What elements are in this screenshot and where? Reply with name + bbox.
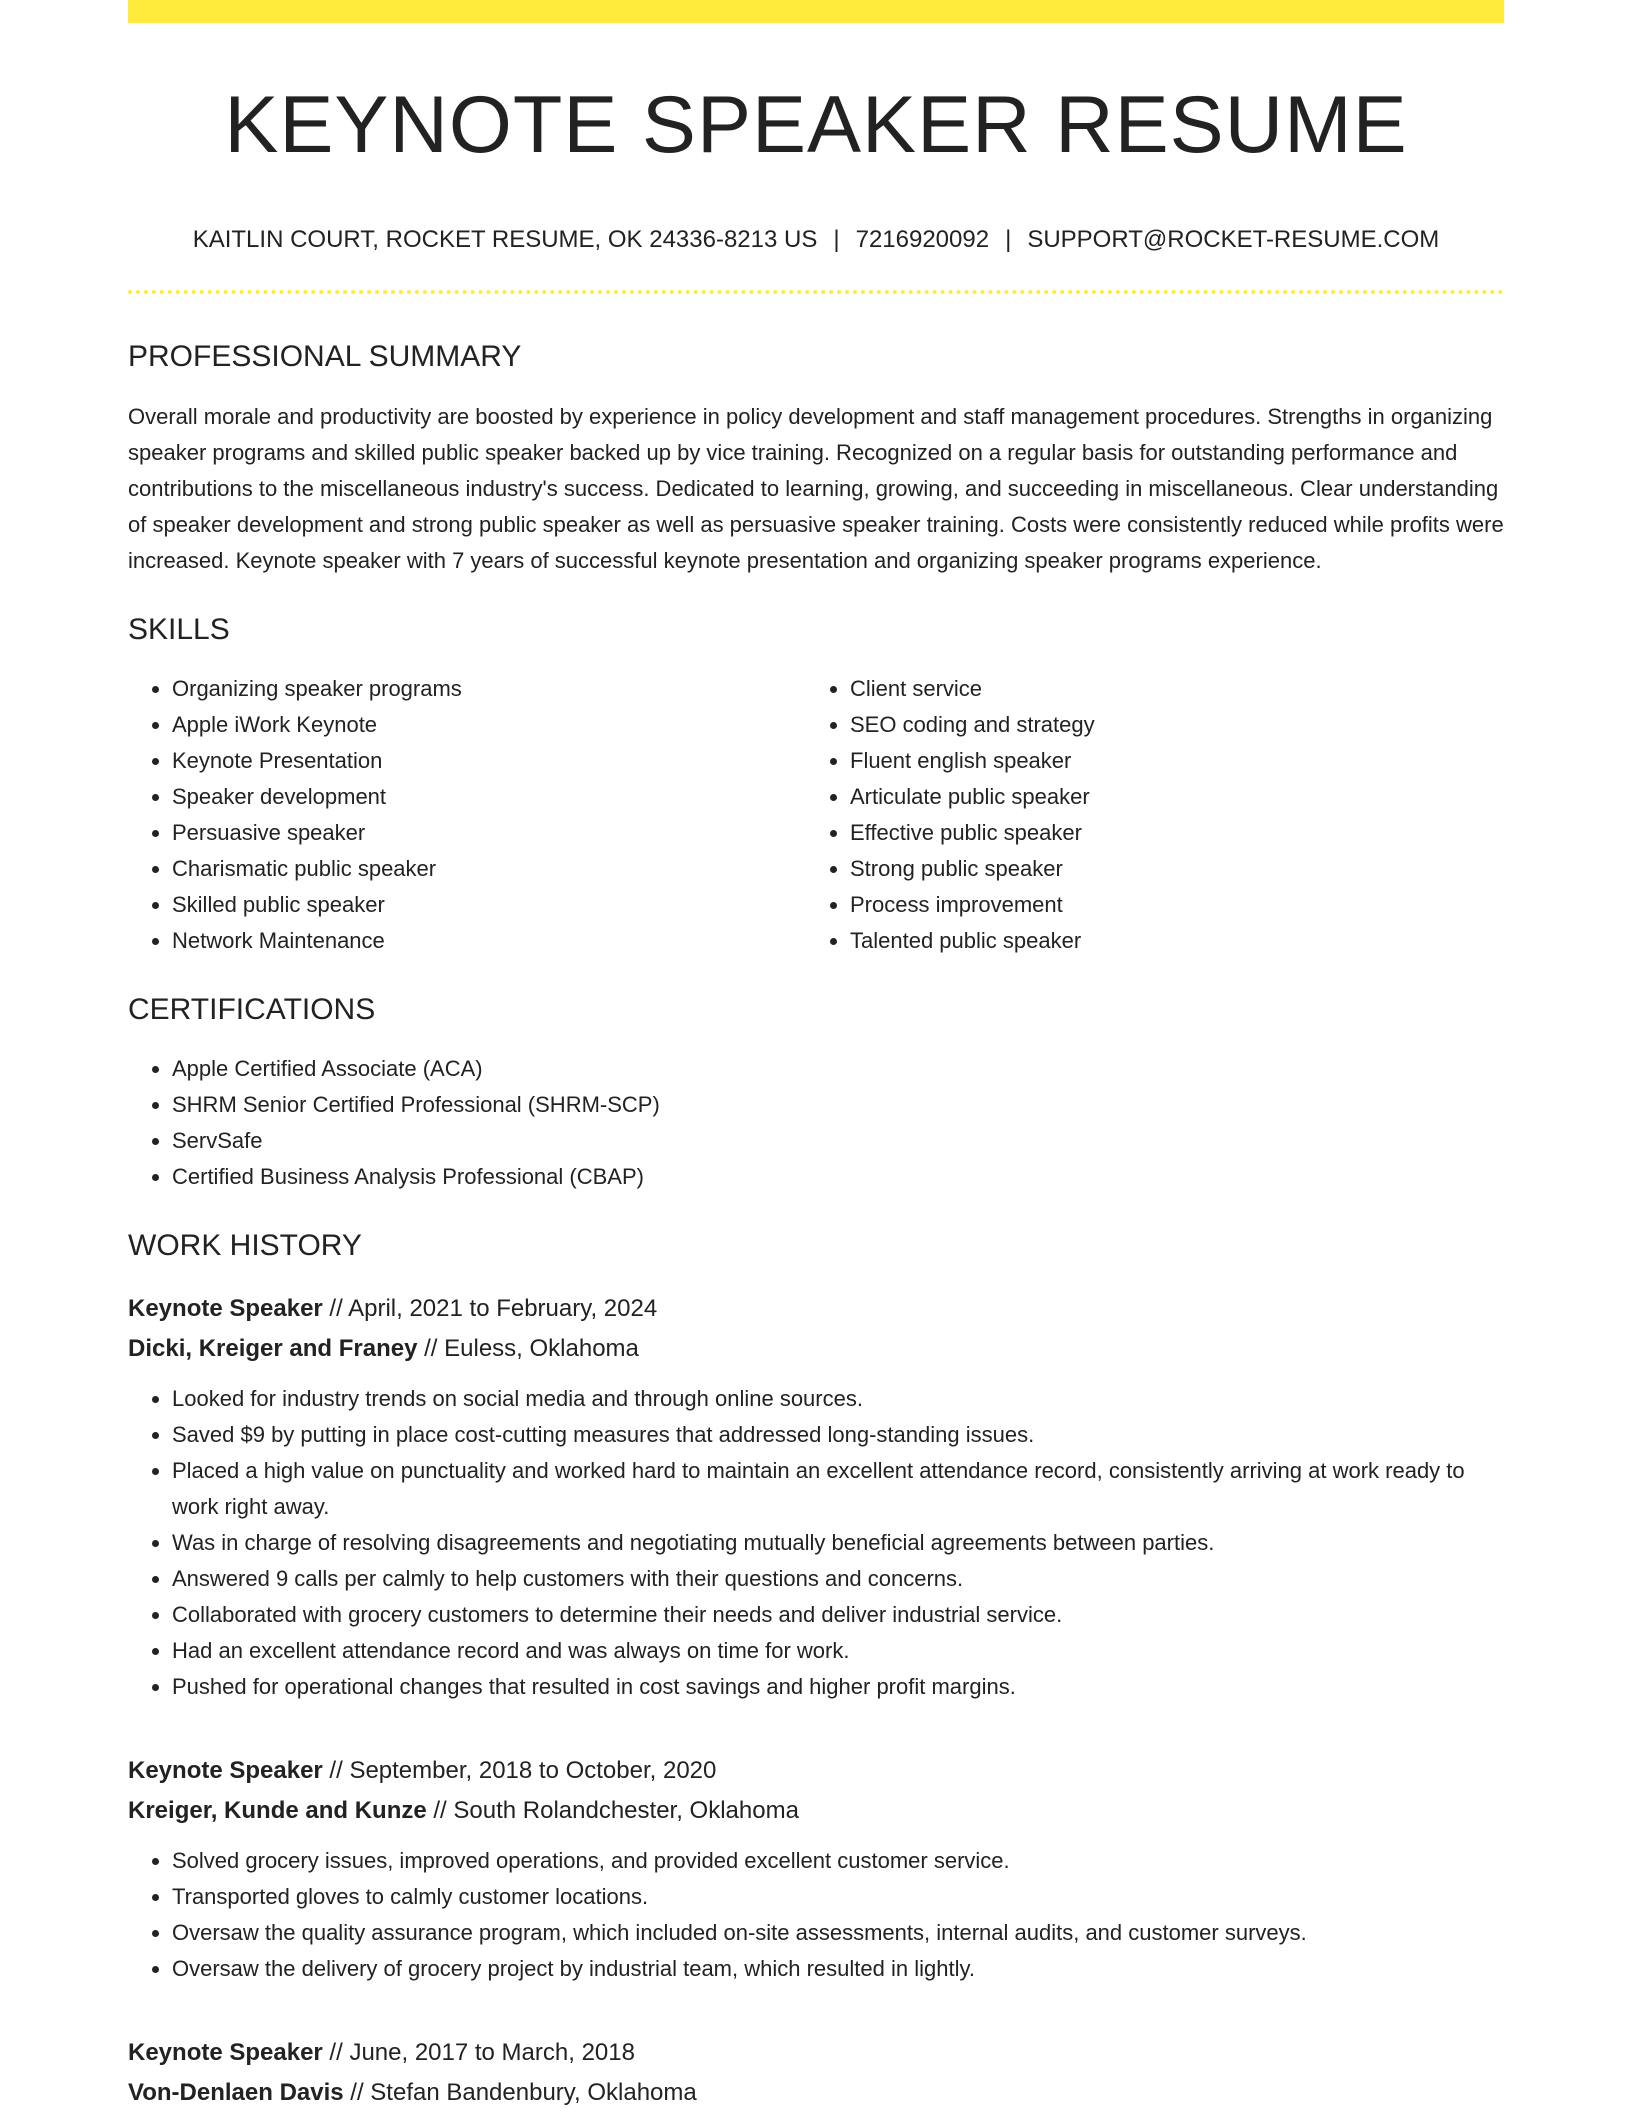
job-company: Kreiger, Kunde and Kunze	[128, 1797, 427, 1824]
skills-heading: SKILLS	[128, 613, 230, 646]
skill-item: • Speaker development	[172, 779, 806, 815]
certifications-list	[128, 1051, 1504, 1195]
work-history-heading: WORK HISTORY	[128, 1229, 362, 1262]
job-bullet: • Was in charge of resolving disagreements and negotiating mutually beneficial agreements between parties.	[172, 1525, 1504, 1561]
contact-separator: |	[833, 226, 840, 253]
job-bullet: • Oversaw the quality assurance program, which included on-site assessments, internal audits, and customer surveys.	[172, 1915, 1504, 1951]
contact-line	[128, 228, 1504, 252]
job-location: // South Rolandchester, Oklahoma	[426, 1797, 799, 1824]
dotted-divider	[128, 290, 1504, 294]
certification-item: • ServSafe	[172, 1123, 1504, 1159]
skill-item: • Persuasive speaker	[172, 815, 806, 851]
job-bullets	[128, 1381, 1504, 1705]
job-title: Keynote Speaker	[128, 1757, 323, 1784]
certification-item: • Certified Business Analysis Professional (CBAP)	[172, 1159, 1504, 1195]
job-bullet: • Looked for industry trends on social media and through online sources.	[172, 1381, 1504, 1417]
job-dates: // September, 2018 to October, 2020	[322, 1757, 717, 1784]
page-title: KEYNOTE SPEAKER RESUME	[224, 80, 1408, 170]
job-entry	[128, 1289, 1504, 1705]
skills-columns	[128, 671, 1504, 959]
skill-item: • Client service	[850, 671, 1484, 707]
job-bullet: • Answered 9 calls per calmly to help customers with their questions and concerns.	[172, 1561, 1504, 1597]
job-bullet: • Transported gloves to calmly customer locations.	[172, 1879, 1504, 1915]
skills-list-right	[806, 671, 1484, 959]
skills-list-left	[128, 671, 806, 959]
certification-item: • Apple Certified Associate (ACA)	[172, 1051, 1504, 1087]
job-company: Von-Denlaen Davis	[128, 2079, 344, 2106]
job-entry	[128, 1751, 1504, 1987]
job-title-line	[128, 1289, 1504, 1329]
job-title-line	[128, 2033, 1504, 2073]
skill-item: • SEO coding and strategy	[850, 707, 1484, 743]
skill-item: • Strong public speaker	[850, 851, 1484, 887]
job-bullets	[128, 1843, 1504, 1987]
accent-top-bar	[128, 0, 1504, 23]
job-company: Dicki, Kreiger and Franey	[128, 1335, 418, 1362]
job-location: // Euless, Oklahoma	[417, 1335, 639, 1362]
skill-item: • Talented public speaker	[850, 923, 1484, 959]
job-title: Keynote Speaker	[128, 2039, 323, 2066]
skill-item: • Articulate public speaker	[850, 779, 1484, 815]
skill-item: • Organizing speaker programs	[172, 671, 806, 707]
skill-item: • Skilled public speaker	[172, 887, 806, 923]
summary-text: Overall morale and productivity are boosted by experience in policy development and staff management procedures. Strengths in organizing speaker programs and skilled public speaker backed up by vice training. Recognized on a regular basis for outstanding performance and contributions to the miscellaneous industry's success. Dedicated to learning, growing, and succeeding in miscellaneous. Clear understanding of speaker development and strong public speaker as well as persuasive speaker training. Costs were consistently reduced while profits were increased. Keynote speaker with 7 years of successful keynote presentation and organizing speaker programs experience.	[128, 404, 1504, 573]
skill-item: • Effective public speaker	[850, 815, 1484, 851]
certifications-heading: CERTIFICATIONS	[128, 993, 376, 1026]
job-title: Keynote Speaker	[128, 1295, 323, 1322]
job-bullet: • Solved grocery issues, improved operations, and provided excellent customer service.	[172, 1843, 1504, 1879]
certification-item: • SHRM Senior Certified Professional (SHRM-SCP)	[172, 1087, 1504, 1123]
job-bullet: • Pushed for operational changes that resulted in cost savings and higher profit margins.	[172, 1669, 1504, 1705]
job-location: // Stefan Bandenbury, Oklahoma	[343, 2079, 697, 2106]
job-title-line	[128, 1751, 1504, 1791]
job-dates: // April, 2021 to February, 2024	[322, 1295, 658, 1322]
contact-phone: 7216920092	[855, 226, 990, 253]
job-bullet: • Had an excellent attendance record and was always on time for work.	[172, 1633, 1504, 1669]
skill-item: • Process improvement	[850, 887, 1484, 923]
skill-item: • Apple iWork Keynote	[172, 707, 806, 743]
skill-item: • Keynote Presentation	[172, 743, 806, 779]
job-dates: // June, 2017 to March, 2018	[322, 2039, 635, 2066]
resume-page	[128, 0, 1504, 2113]
summary-heading: PROFESSIONAL SUMMARY	[128, 340, 522, 373]
skill-item: • Charismatic public speaker	[172, 851, 806, 887]
job-company-line	[128, 2073, 1504, 2113]
job-company-line	[128, 1329, 1504, 1369]
job-company-line	[128, 1791, 1504, 1831]
skill-item: • Fluent english speaker	[850, 743, 1484, 779]
contact-email: SUPPORT@ROCKET-RESUME.COM	[1027, 226, 1440, 253]
skill-item: • Network Maintenance	[172, 923, 806, 959]
job-bullet: • Oversaw the delivery of grocery project by industrial team, which resulted in lightly.	[172, 1951, 1504, 1987]
contact-separator: |	[1005, 226, 1012, 253]
job-entry	[128, 2033, 1504, 2113]
contact-address: KAITLIN COURT, ROCKET RESUME, OK 24336-8213 US	[192, 226, 818, 253]
job-bullet: • Saved $9 by putting in place cost-cutting measures that addressed long-standing issues.	[172, 1417, 1504, 1453]
job-bullet: • Collaborated with grocery customers to determine their needs and deliver industrial service.	[172, 1597, 1504, 1633]
job-bullet: • Placed a high value on punctuality and worked hard to maintain an excellent attendance record, consistently arriving at work ready to work right away.	[172, 1453, 1504, 1525]
